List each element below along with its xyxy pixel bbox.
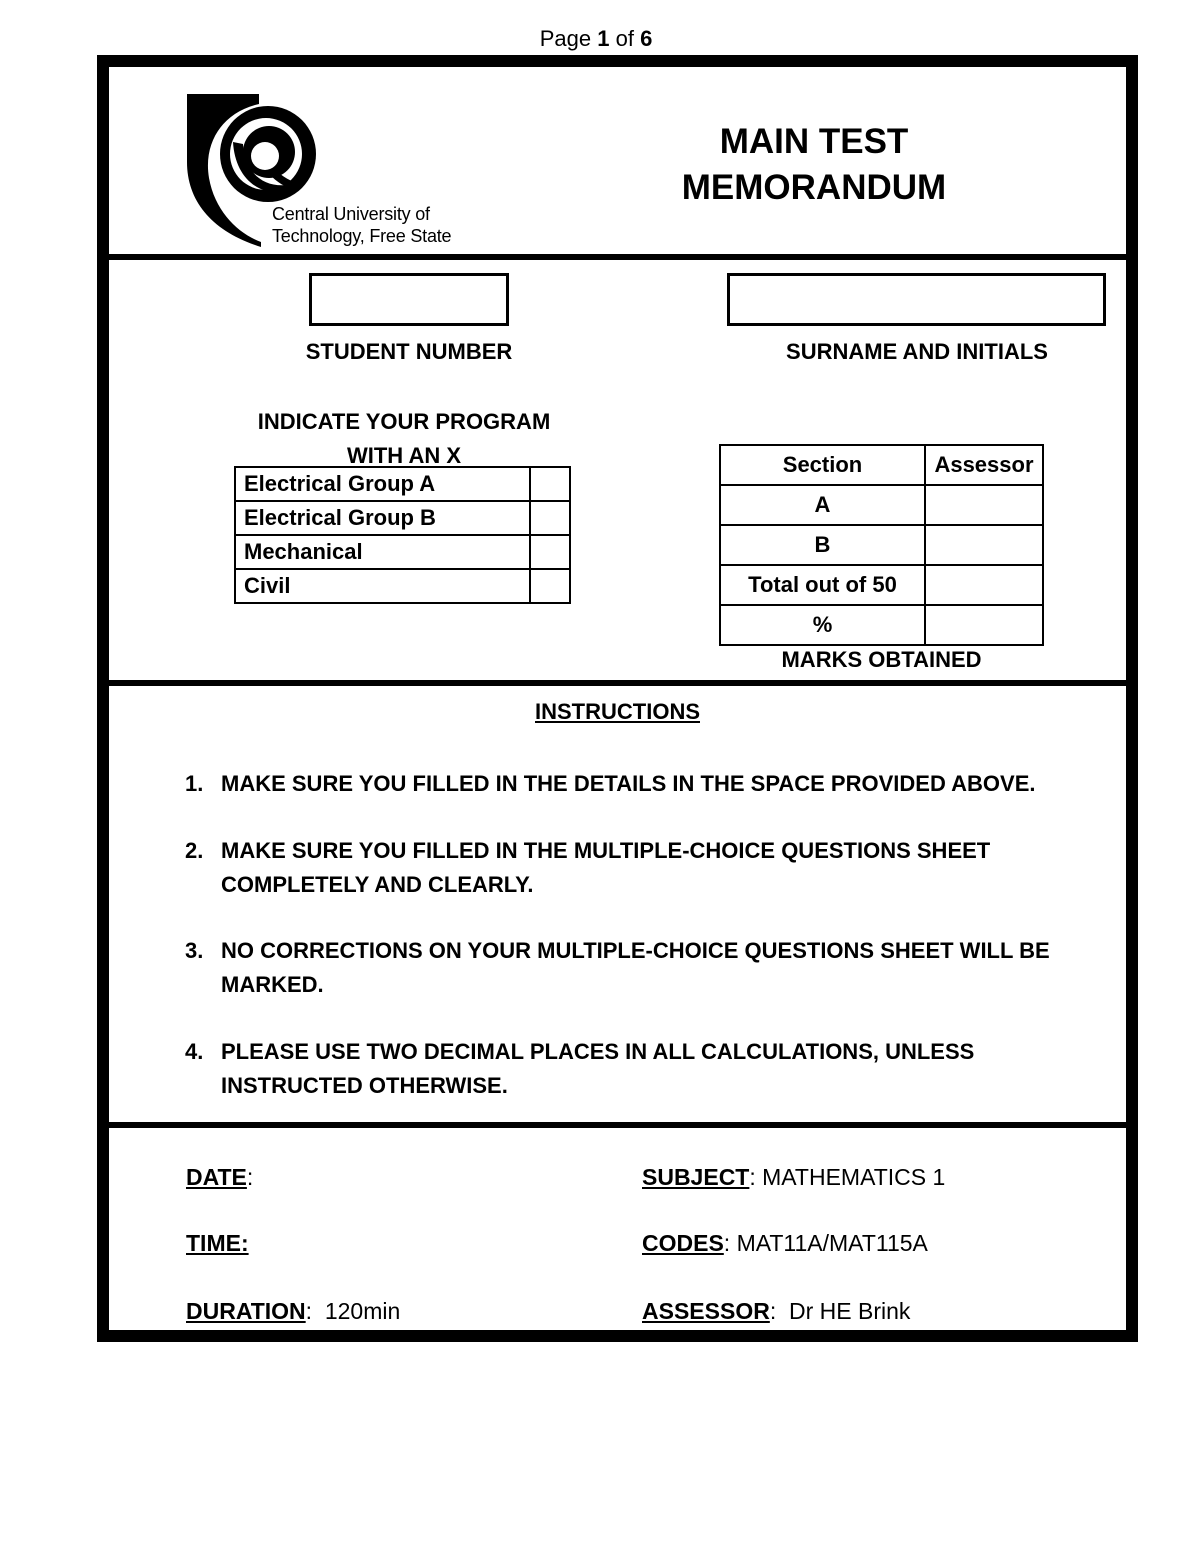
instruction-line: MAKE SURE YOU FILLED IN THE MULTIPLE-CHOICE QUESTIONS SHEET	[221, 838, 991, 863]
marks-header-section: Section	[720, 445, 925, 485]
subject-value: MATHEMATICS 1	[762, 1164, 946, 1190]
marks-row	[720, 485, 1043, 525]
marks-row	[720, 605, 1043, 645]
instruction-item	[185, 834, 1085, 902]
program-option-label: Electrical Group A	[235, 467, 530, 501]
marks-header-assessor: Assessor	[925, 445, 1043, 485]
subject-label: SUBJECT	[642, 1164, 750, 1190]
instruction-line: MARKED.	[221, 972, 324, 997]
date-field	[186, 1164, 253, 1191]
codes-label: CODES	[642, 1230, 724, 1256]
program-option-label: Electrical Group B	[235, 501, 530, 535]
instruction-text	[221, 767, 1081, 801]
instruction-text	[221, 934, 1081, 1002]
assessor-field	[642, 1298, 910, 1325]
logo-text-line2: Technology, Free State	[272, 226, 452, 246]
time-label: TIME:	[186, 1230, 249, 1256]
divider	[109, 254, 1126, 260]
duration-value: 120min	[324, 1298, 401, 1324]
program-row	[235, 535, 570, 569]
assessor-separator: :	[769, 1298, 777, 1324]
program-checkbox[interactable]	[530, 535, 570, 569]
instruction-number: 2.	[185, 838, 204, 863]
program-heading-line1: INDICATE YOUR PROGRAM	[257, 409, 551, 434]
instruction-line: PLEASE USE TWO DECIMAL PLACES IN ALL CALCULATIONS, UNLESS	[221, 1039, 975, 1064]
exam-cover-frame	[97, 55, 1138, 1342]
instructions-title: INSTRUCTIONS	[535, 699, 700, 724]
program-row	[235, 569, 570, 603]
divider	[109, 1122, 1126, 1128]
surname-field[interactable]	[727, 273, 1106, 326]
duration-label: DURATION	[186, 1298, 306, 1324]
page-number-current: 1	[597, 26, 610, 51]
duration-field	[186, 1298, 400, 1325]
marks-row	[720, 565, 1043, 605]
page-number	[0, 26, 1192, 52]
marks-cell[interactable]	[925, 565, 1043, 605]
title-line2: MEMORANDUM	[681, 168, 947, 207]
marks-row-label: B	[720, 525, 925, 565]
page-number-prefix: Page	[539, 26, 592, 51]
page-number-of: of	[615, 26, 634, 51]
subject-separator: :	[749, 1164, 756, 1190]
surname-label: SURNAME AND INITIALS	[786, 339, 1048, 364]
marks-caption: MARKS OBTAINED	[781, 647, 982, 672]
instruction-number: 3.	[185, 938, 204, 963]
document-title	[649, 119, 979, 211]
assessor-value: Dr HE Brink	[789, 1298, 911, 1324]
assessor-label: ASSESSOR	[642, 1298, 770, 1324]
date-label: DATE	[186, 1164, 247, 1190]
marks-row-label: A	[720, 485, 925, 525]
instruction-item	[185, 767, 1085, 801]
codes-value: MAT11A/MAT115A	[736, 1230, 928, 1256]
instruction-line: NO CORRECTIONS ON YOUR MULTIPLE-CHOICE QUESTIONS SHEET WILL BE	[221, 938, 1050, 963]
instruction-text	[221, 834, 1081, 902]
marks-cell[interactable]	[925, 485, 1043, 525]
instruction-line: COMPLETELY AND CLEARLY.	[221, 872, 534, 897]
student-number-field[interactable]	[309, 273, 509, 326]
logo-text	[272, 203, 451, 247]
program-checkbox[interactable]	[530, 569, 570, 603]
title-line1: MAIN TEST	[719, 122, 909, 161]
instruction-number: 4.	[185, 1039, 204, 1064]
divider	[109, 680, 1126, 686]
date-separator: :	[246, 1164, 254, 1190]
duration-separator: :	[305, 1298, 313, 1324]
marks-row	[720, 525, 1043, 565]
program-table	[234, 466, 571, 604]
instruction-number: 1.	[185, 771, 204, 796]
program-heading	[214, 405, 594, 473]
instruction-item	[185, 934, 1085, 1002]
page-number-total: 6	[640, 26, 653, 51]
student-number-label: STUDENT NUMBER	[305, 339, 513, 364]
instruction-item	[185, 1035, 1085, 1103]
time-field	[186, 1230, 249, 1257]
marks-cell[interactable]	[925, 525, 1043, 565]
program-checkbox[interactable]	[530, 501, 570, 535]
instruction-text	[221, 1035, 1081, 1103]
marks-header-row	[720, 445, 1043, 485]
marks-row-label: Total out of 50	[720, 565, 925, 605]
instruction-line: MAKE SURE YOU FILLED IN THE DETAILS IN THE SPACE PROVIDED ABOVE.	[221, 771, 1036, 796]
subject-field	[642, 1164, 945, 1191]
program-heading-line2: WITH AN X	[346, 443, 462, 468]
codes-separator: :	[723, 1230, 731, 1256]
program-option-label: Mechanical	[235, 535, 530, 569]
logo-text-line1: Central University of	[272, 204, 430, 224]
program-option-label: Civil	[235, 569, 530, 603]
program-row	[235, 467, 570, 501]
instruction-line: INSTRUCTED OTHERWISE.	[221, 1073, 508, 1098]
codes-field	[642, 1230, 928, 1257]
marks-table	[719, 444, 1044, 646]
program-row	[235, 501, 570, 535]
program-checkbox[interactable]	[530, 467, 570, 501]
marks-cell[interactable]	[925, 605, 1043, 645]
marks-row-label: %	[720, 605, 925, 645]
